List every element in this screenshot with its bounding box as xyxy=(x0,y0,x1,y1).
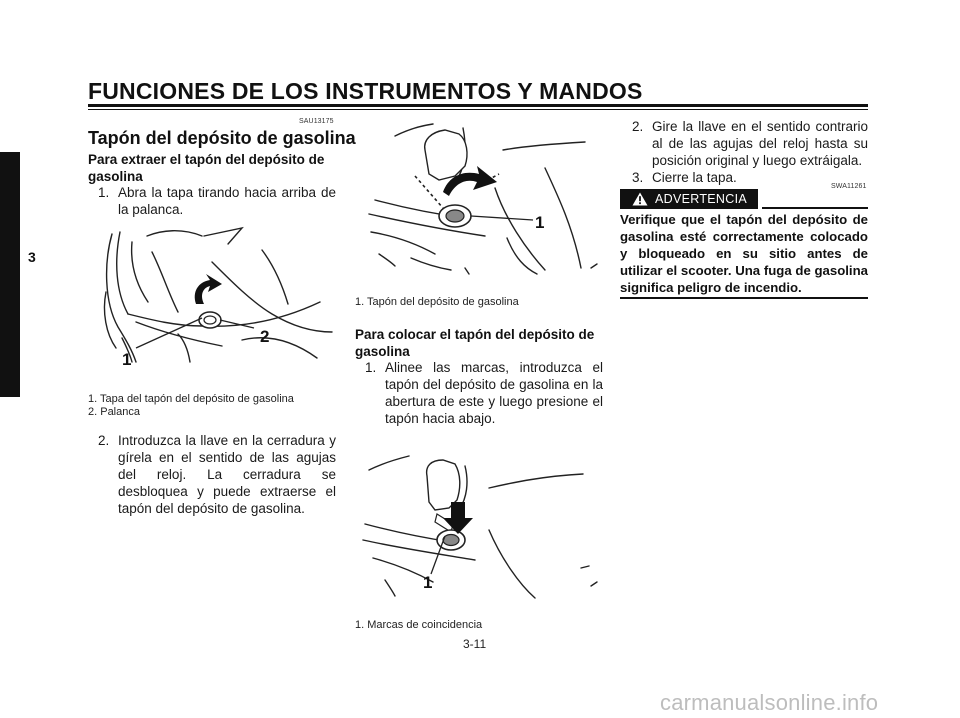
warning-badge xyxy=(620,189,758,209)
title-rule-thin xyxy=(88,109,868,110)
install-step-2 xyxy=(632,118,868,169)
fuel-lid-illustration xyxy=(92,222,336,382)
step-text: Cierre la tapa. xyxy=(652,170,737,185)
step-text: Alinee las marcas, introduzca el tapón del depósito de gasolina en la abertura de este y luego presione el tapón hacia abajo. xyxy=(385,360,603,426)
chapter-tab xyxy=(0,152,20,397)
figure1-caption-1: 1. Tapa del tapón del depósito de gasolina xyxy=(88,393,294,405)
figure1-caption-2: 2. Palanca xyxy=(88,406,140,418)
warning-triangle-icon xyxy=(632,192,648,206)
warning-text: Verifique que el tapón del depósito de gasolina esté correctamente colocado y bloqueado en su sitio antes de utilizar el scooter. Una fuga de gasolina significa peligro de incendio. xyxy=(620,212,868,295)
section-code: SAU13175 xyxy=(299,118,334,125)
step-number: 2. xyxy=(98,433,110,448)
page-title: FUNCIONES DE LOS INSTRUMENTOS Y MANDOS xyxy=(88,78,643,104)
title-rule-thick xyxy=(88,104,868,107)
warning-label: ADVERTENCIA xyxy=(655,192,747,206)
figure3-callout-1: 1 xyxy=(423,573,433,592)
step-number: 1. xyxy=(365,360,377,375)
alignment-marks-illustration xyxy=(355,448,603,608)
warning-rule xyxy=(762,207,868,209)
page-number: 3-11 xyxy=(463,637,487,651)
install-heading: Para colocar el tapón del depósito de gasolina xyxy=(355,327,595,359)
figure2-caption-1: 1. Tapón del depósito de gasolina xyxy=(355,296,519,308)
step-number: 2. xyxy=(632,119,644,134)
remove-heading: Para extraer el tapón del depósito de gasolina xyxy=(88,152,325,184)
figure-fuel-cap-key xyxy=(355,118,603,278)
step-text: Gire la llave en el sentido contrario al de las agujas del reloj hasta su posición original y luego extráigala. xyxy=(652,119,868,168)
remove-step-2 xyxy=(98,432,336,517)
watermark: carmanualsonline.info xyxy=(660,690,879,715)
figure3-caption-1: 1. Marcas de coincidencia xyxy=(355,619,483,631)
section-title: Tapón del depósito de gasolina xyxy=(88,128,356,148)
figure1-callout-2: 2 xyxy=(260,327,270,346)
warning-code: SWA11261 xyxy=(831,183,867,190)
warning-bottom-rule xyxy=(620,297,868,299)
install-step-1 xyxy=(365,359,603,427)
step-number: 1. xyxy=(98,185,110,200)
figure1-callout-1: 1 xyxy=(122,350,132,369)
remove-step-1 xyxy=(98,184,336,218)
figure-alignment-marks xyxy=(355,448,603,608)
step-text: Introduzca la llave en la cerradura y gírela en el sentido de las agujas del reloj. La cerradura se desbloquea y puede extraerse el tapón del depósito de gasolina. xyxy=(118,433,336,516)
step-text: Abra la tapa tirando hacia arriba de la palanca. xyxy=(118,185,336,217)
figure2-callout-1: 1 xyxy=(535,213,545,232)
chapter-number: 3 xyxy=(28,249,36,265)
figure-fuel-lid-lever xyxy=(92,222,336,382)
fuel-cap-illustration xyxy=(355,118,603,278)
step-number: 3. xyxy=(632,170,644,185)
